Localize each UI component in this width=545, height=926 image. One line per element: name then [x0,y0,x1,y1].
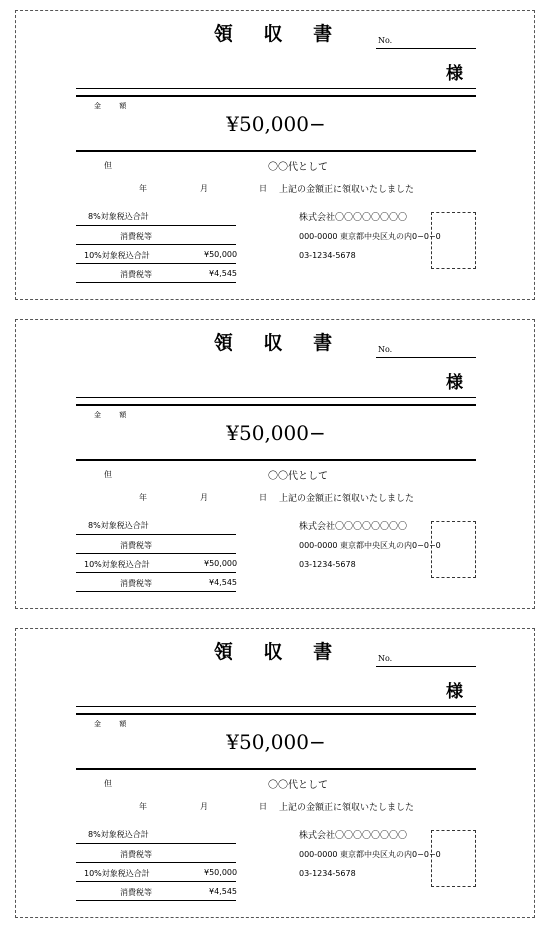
receipt-number-label: No. [378,345,393,354]
receipt-2 [15,319,535,609]
company-address: 000-0000 東京都中央区丸の内0−0−0 [299,850,441,859]
company-address: 000-0000 東京都中央区丸の内0−0−0 [299,232,441,241]
tax-row-line [76,572,236,573]
tax-row-line [76,534,236,535]
amount-top-rule [76,95,476,97]
amount-bottom-rule [76,768,476,770]
tax-row-value: ¥50,000 [204,250,238,259]
receipt-number-line [376,666,476,667]
company-name: 株式会社〇〇〇〇〇〇〇〇 [299,213,408,223]
month-label: 月 [200,493,208,502]
year-label: 年 [139,184,147,193]
month-label: 月 [200,184,208,193]
amount-bottom-rule [76,150,476,152]
receipt-title: 領 収 書 [213,332,345,354]
tax-row-value: ¥50,000 [204,559,238,568]
receipt-3 [15,628,535,918]
amount-bottom-rule [76,459,476,461]
tax-row-label: 10%対象税込合計 [84,560,150,569]
tax-row-line [76,553,236,554]
tax-row-line [76,591,236,592]
receipt-1 [15,10,535,300]
amount-value: ¥50,000− [226,730,326,754]
day-label: 日 [259,802,267,811]
tax-row-label: 消費税等 [120,888,152,897]
amount-top-rule [76,404,476,406]
day-label: 日 [259,184,267,193]
purpose-text: 〇〇代として [268,780,328,791]
tadashi-label: 但 [104,779,112,788]
purpose-text: 〇〇代として [268,162,328,173]
amount-label: 金 額 [94,411,135,419]
tax-row-label: 消費税等 [120,579,152,588]
receipt-title: 領 収 書 [213,23,345,45]
tadashi-label: 但 [104,470,112,479]
tax-row-line [76,881,236,882]
tax-row-line [76,244,236,245]
recipient-line [76,706,476,707]
received-text: 上記の金額正に領収いたしました [279,803,415,813]
tax-row-line [76,225,236,226]
year-label: 年 [139,493,147,502]
tax-row-value: ¥4,545 [209,578,237,587]
stamp-box [431,521,476,578]
tax-row-value: ¥4,545 [209,887,237,896]
purpose-text: 〇〇代として [268,471,328,482]
company-phone: 03-1234-5678 [299,560,356,569]
tax-row-label: 8%対象税込合計 [88,830,149,839]
tax-row-label: 8%対象税込合計 [88,212,149,221]
day-label: 日 [259,493,267,502]
company-phone: 03-1234-5678 [299,869,356,878]
tax-row-line [76,843,236,844]
amount-top-rule [76,713,476,715]
tax-row-value: ¥4,545 [209,269,237,278]
amount-label: 金 額 [94,102,135,110]
stamp-box [431,212,476,269]
receipt-number-line [376,357,476,358]
year-label: 年 [139,802,147,811]
month-label: 月 [200,802,208,811]
company-name: 株式会社〇〇〇〇〇〇〇〇 [299,831,408,841]
amount-label: 金 額 [94,720,135,728]
recipient-honorific: 様 [446,373,463,393]
receipt-title: 領 収 書 [213,641,345,663]
stamp-box [431,830,476,887]
tax-row-line [76,263,236,264]
company-name: 株式会社〇〇〇〇〇〇〇〇 [299,522,408,532]
tax-row-value: ¥50,000 [204,868,238,877]
received-text: 上記の金額正に領収いたしました [279,494,415,504]
tax-row-label: 消費税等 [120,270,152,279]
receipt-number-label: No. [378,36,393,45]
tax-row-label: 消費税等 [120,850,152,859]
company-address: 000-0000 東京都中央区丸の内0−0−0 [299,541,441,550]
recipient-line [76,88,476,89]
amount-value: ¥50,000− [226,421,326,445]
company-phone: 03-1234-5678 [299,251,356,260]
recipient-line [76,397,476,398]
received-text: 上記の金額正に領収いたしました [279,185,415,195]
tax-row-line [76,282,236,283]
receipt-number-label: No. [378,654,393,663]
tax-row-label: 8%対象税込合計 [88,521,149,530]
recipient-honorific: 様 [446,64,463,84]
tax-row-label: 消費税等 [120,232,152,241]
amount-value: ¥50,000− [226,112,326,136]
recipient-honorific: 様 [446,682,463,702]
tax-row-label: 10%対象税込合計 [84,251,150,260]
tax-row-line [76,862,236,863]
tax-row-label: 消費税等 [120,541,152,550]
tadashi-label: 但 [104,161,112,170]
tax-row-label: 10%対象税込合計 [84,869,150,878]
receipt-number-line [376,48,476,49]
tax-row-line [76,900,236,901]
